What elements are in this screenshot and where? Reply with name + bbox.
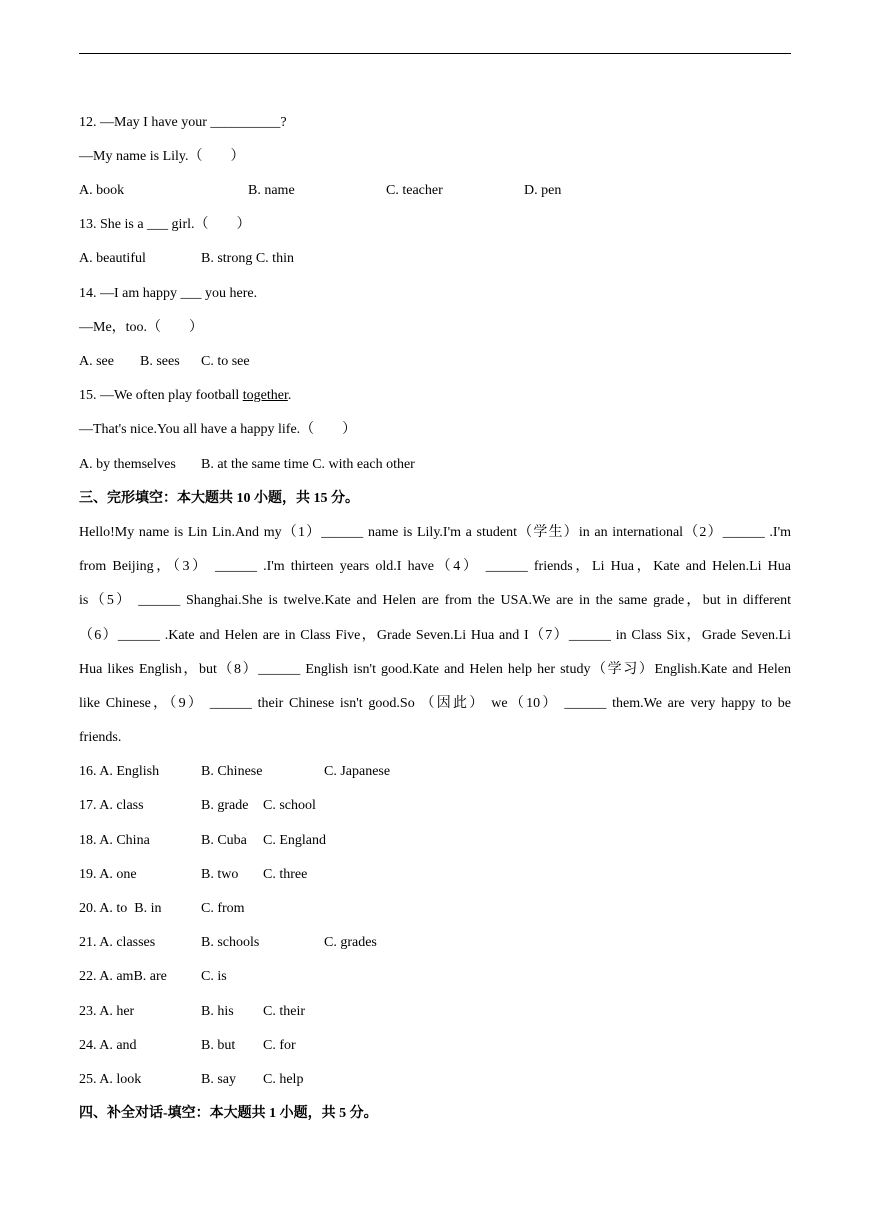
q13-stem: 13. She is a ___ girl.（ ） <box>79 217 251 232</box>
q16-option-c: C. Japanese <box>324 764 391 779</box>
q23-option-b: B. his <box>201 1004 234 1019</box>
q15-stem <box>79 387 291 405</box>
q17-option-c: C. school <box>263 798 316 813</box>
q18-option-b: B. Cuba <box>201 833 247 848</box>
q21-option-a <box>79 934 155 952</box>
q19-number: 19. <box>79 867 97 882</box>
passage-line-6: like Chinese，（9） ______ their Chinese isn't good.So （因此） we（10） ______ them.We are very happy to be <box>79 696 791 711</box>
q14-option-b: B. sees <box>140 354 180 369</box>
q15-reply: —That's nice.You all have a happy life.（ ） <box>79 422 357 437</box>
q18-a: A. China <box>99 833 150 848</box>
q15-option-a: A. by themselves <box>79 457 176 472</box>
q21-number: 21. <box>79 935 97 950</box>
q22-option-ab <box>79 968 167 986</box>
q18-number: 18. <box>79 833 97 848</box>
q24-number: 24. <box>79 1038 97 1053</box>
q22-number: 22. <box>79 969 97 984</box>
q14-option-a: A. see <box>79 354 114 369</box>
q16-number: 16. <box>79 764 97 779</box>
q16-a: A. English <box>99 764 160 779</box>
q16-option-a <box>79 763 159 781</box>
q20-option-ab <box>79 900 161 918</box>
q19-option-c: C. three <box>263 867 308 882</box>
q16-option-b: B. Chinese <box>201 764 263 779</box>
q12-option-c: C. teacher <box>386 183 443 198</box>
header-rule <box>79 53 791 54</box>
q12-reply: —My name is Lily.（ ） <box>79 149 245 164</box>
q24-option-a <box>79 1037 137 1055</box>
q12-option-d: D. pen <box>524 183 562 198</box>
q15-stem-after: . <box>287 388 292 403</box>
q25-option-b: B. say <box>201 1072 236 1087</box>
passage-line-5: Hua likes English，but（8）______ English isn't good.Kate and Helen help her study（学习）English.Kate and Helen <box>79 662 791 677</box>
q25-option-a <box>79 1071 141 1089</box>
section3-heading: 三、完形填空：本大题共 10 小题，共 15 分。 <box>79 491 359 506</box>
q24-option-b: B. but <box>201 1038 236 1053</box>
q23-number: 23. <box>79 1004 97 1019</box>
q12-option-a: A. book <box>79 183 125 198</box>
q14-option-c: C. to see <box>201 354 250 369</box>
q17-a: A. class <box>99 798 144 813</box>
q17-number: 17. <box>79 798 97 813</box>
q14-reply: —Me，too.（ ） <box>79 320 204 335</box>
q14-stem: 14. —I am happy ___ you here. <box>79 286 258 301</box>
q12-option-b: B. name <box>248 183 295 198</box>
q21-a: A. classes <box>99 935 156 950</box>
q20-number: 20. <box>79 901 97 916</box>
q18-option-a <box>79 832 150 850</box>
section4-heading: 四、补全对话-填空：本大题共 1 小题，共 5 分。 <box>79 1106 378 1121</box>
q15-option-bc: B. at the same time C. with each other <box>201 457 415 472</box>
q15-underlined-word: together <box>242 388 288 403</box>
q25-option-c: C. help <box>263 1072 304 1087</box>
q17-option-b: B. grade <box>201 798 249 813</box>
q21-option-c: C. grades <box>324 935 377 950</box>
q23-a: A. her <box>99 1004 135 1019</box>
passage-line-4: （6）______ .Kate and Helen are in Class Five，Grade Seven.Li Hua and I（7）______ in Class Six，Grade Seven.Li <box>79 628 791 643</box>
passage-line-1: Hello!My name is Lin Lin.And my（1）______ name is Lily.I'm a student（学生）in an international（2）______ .I'm <box>79 525 791 540</box>
q22-a: A. amB. are <box>99 969 167 984</box>
q25-number: 25. <box>79 1072 97 1087</box>
q13-option-bc: B. strong C. thin <box>201 251 294 266</box>
q23-option-a <box>79 1003 134 1021</box>
q25-a: A. look <box>99 1072 142 1087</box>
q18-option-c: C. England <box>263 833 326 848</box>
passage-line-3: is（5） ______ Shanghai.She is twelve.Kate and Helen are from the USA.We are in the same grade，but in different <box>79 593 791 608</box>
passage-line-7: friends. <box>79 730 122 745</box>
q23-option-c: C. their <box>263 1004 305 1019</box>
passage-line-2: from Beijing，（3） ______ .I'm thirteen years old.I have（4） ______ friends，Li Hua，Kate and Helen.Li Hua <box>79 559 791 574</box>
q19-option-b: B. two <box>201 867 239 882</box>
q24-option-c: C. for <box>263 1038 296 1053</box>
q12-stem: 12. —May I have your __________? <box>79 115 287 130</box>
q15-stem-before: 15. —We often play football <box>79 388 243 403</box>
q17-option-a <box>79 797 144 815</box>
q24-a: A. and <box>99 1038 137 1053</box>
q20-option-c: C. from <box>201 901 245 916</box>
q19-a: A. one <box>99 867 137 882</box>
q19-option-a <box>79 866 137 884</box>
q20-a: A. to B. in <box>99 901 162 916</box>
q13-option-a: A. beautiful <box>79 251 146 266</box>
q21-option-b: B. schools <box>201 935 260 950</box>
q22-option-c: C. is <box>201 969 227 984</box>
